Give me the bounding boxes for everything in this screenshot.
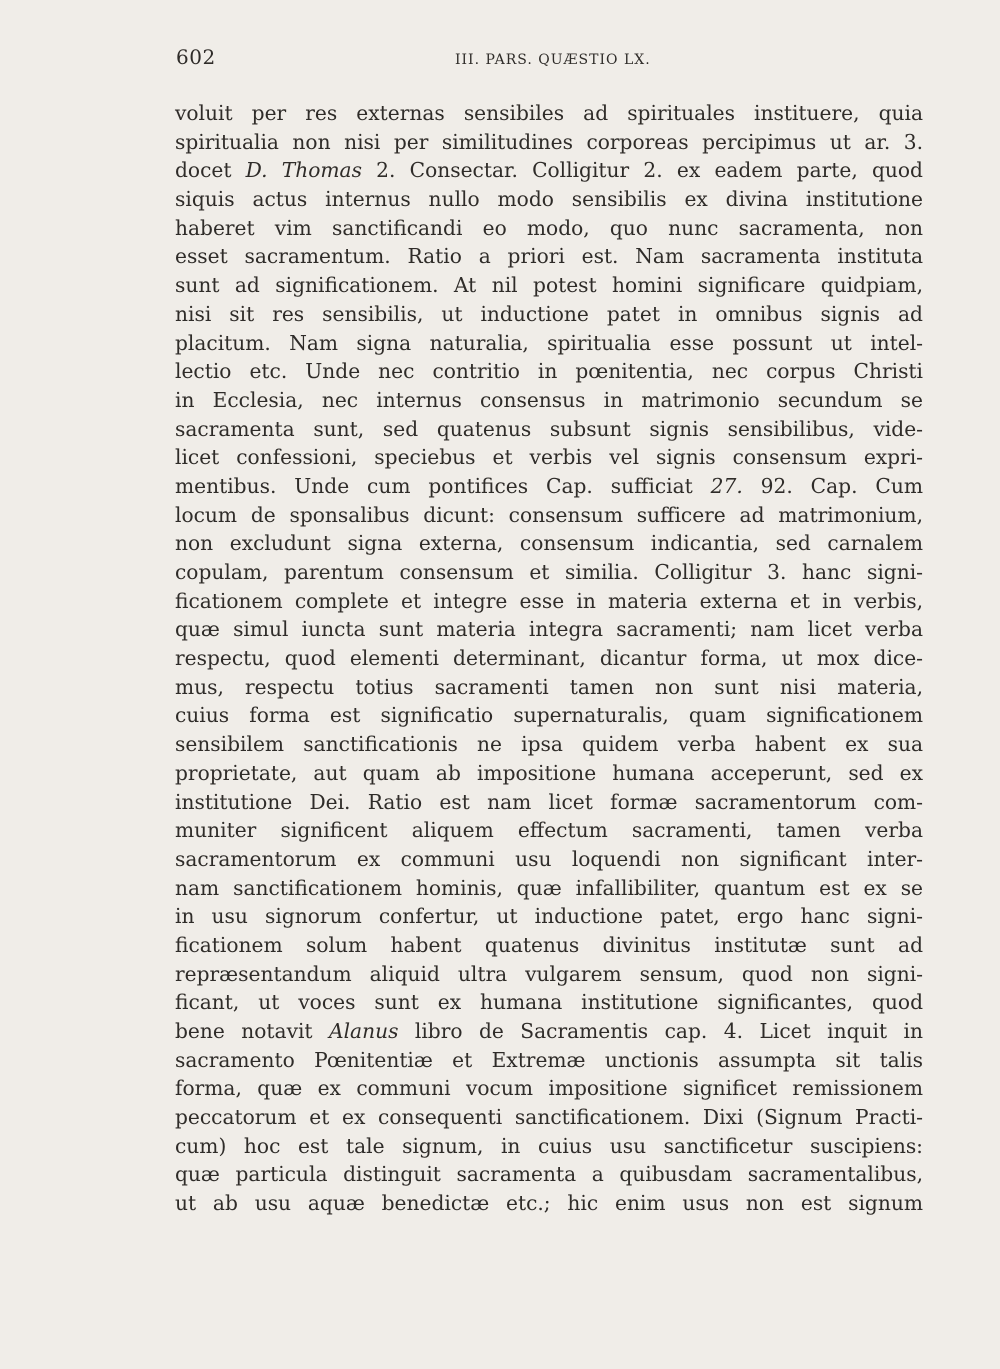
text-line: in usu signorum confertur, ut inductione patet, ergo hanc signi- xyxy=(175,904,923,929)
text-line: quæ particula distinguit sacramenta a quibusdam sacramentalibus, xyxy=(175,1162,923,1187)
text-line: quæ simul iuncta sunt materia integra sacramenti; nam licet verba xyxy=(175,617,923,642)
text-line: peccatorum et ex consequenti sanctificationem. Dixi (Signum Practi- xyxy=(175,1105,923,1130)
text-line: institutione Dei. Ratio est nam licet formæ sacramentorum com- xyxy=(175,789,923,814)
text-line: nam sanctificationem hominis, quæ infallibiliter, quantum est ex se xyxy=(175,875,923,900)
text-line: sacramenta sunt, sed quatenus subsunt signis sensibilibus, vide- xyxy=(175,416,923,441)
text-line xyxy=(175,1017,923,1046)
text-line: forma, quæ ex communi vocum impositione significet remissionem xyxy=(175,1076,923,1101)
italic-name: Alanus xyxy=(329,1019,399,1043)
text-segment: docet xyxy=(175,158,246,183)
text-line: ficant, ut voces sunt ex humana institutione significantes, quod xyxy=(175,990,923,1015)
text-line: cuius forma est significatio supernaturalis, quam significationem xyxy=(175,703,923,728)
text-line: placitum. Nam signa naturalia, spiritualia esse possunt ut intel- xyxy=(175,330,923,355)
text-line: sensibilem sanctificationis ne ipsa quidem verba habent ex sua xyxy=(175,732,923,757)
text-line: muniter significent aliquem effectum sacramenti, tamen verba xyxy=(175,818,923,843)
page-number: 602 xyxy=(176,45,216,69)
text-line: proprietate, aut quam ab impositione humana acceperunt, sed ex xyxy=(175,760,923,785)
text-segment: libro de Sacramentis cap. 4. Licet inquit in xyxy=(398,1019,923,1043)
italic-number: 27. xyxy=(710,473,743,498)
text-line: lectio etc. Unde nec contritio in pœnitentia, nec corpus Christi xyxy=(175,359,923,384)
text-line: sunt ad significationem. At nil potest homini significare quidpiam, xyxy=(175,273,923,298)
text-line: ficationem solum habent quatenus divinitus institutæ sunt ad xyxy=(175,932,923,957)
text-line: sacramento Pœnitentiæ et Extremæ unctionis assumpta sit talis xyxy=(175,1047,923,1072)
text-line: respectu, quod elementi determinant, dicantur forma, ut mox dice- xyxy=(175,646,923,671)
text-segment: bene notavit xyxy=(175,1019,329,1043)
text-line: cum) hoc est tale signum, in cuius usu sanctificetur suscipiens: xyxy=(175,1133,923,1158)
text-segment: 92. Cap. Cum xyxy=(742,473,923,498)
text-line: copulam, parentum consensum et similia. Colligitur 3. hanc signi- xyxy=(175,560,923,584)
text-line: ut ab usu aquæ benedictæ etc.; hic enim usus non est signum xyxy=(175,1191,923,1216)
body-text xyxy=(175,99,923,1218)
text-line: mus, respectu totius sacramenti tamen non sunt nisi materia, xyxy=(175,674,923,699)
text-segment: mentibus. Unde cum pontifices Cap. sufficiat xyxy=(175,473,711,498)
text-line: spiritualia non nisi per similitudines corporeas percipimus ut ar. 3. xyxy=(175,129,923,154)
text-line: non excludunt signa externa, consensum indicantia, sed carnalem xyxy=(175,531,923,556)
text-line: repræsentandum aliquid ultra vulgarem sensum, quod non signi- xyxy=(175,961,923,986)
text-line xyxy=(175,156,923,185)
text-line: licet confessioni, speciebus et verbis vel signis consensum expri- xyxy=(175,445,923,470)
text-line: siquis actus internus nullo modo sensibilis ex divina institutione xyxy=(175,187,923,212)
text-line: esset sacramentum. Ratio a priori est. Nam sacramenta instituta xyxy=(175,244,923,269)
text-line xyxy=(175,472,923,501)
text-line: voluit per res externas sensibiles ad spirituales instituere, quia xyxy=(175,101,923,125)
text-line: in Ecclesia, nec internus consensus in matrimonio secundum se xyxy=(175,387,923,412)
running-head: III. PARS. QUÆSTIO LX. xyxy=(455,52,651,68)
text-line: sacramentorum ex communi usu loquendi non significant inter- xyxy=(175,846,923,871)
text-line: haberet vim sanctificandi eo modo, quo nunc sacramenta, non xyxy=(175,215,923,240)
text-line: nisi sit res sensibilis, ut inductione patet in omnibus signis ad xyxy=(175,301,923,326)
text-line: ficationem complete et integre esse in materia externa et in verbis, xyxy=(175,588,923,613)
text-segment: 2. Consectar. Colligitur 2. ex eadem parte, quod xyxy=(361,158,923,183)
text-line: locum de sponsalibus dicunt: consensum sufficere ad matrimonium, xyxy=(175,502,923,527)
italic-name: D. Thomas xyxy=(245,158,362,183)
